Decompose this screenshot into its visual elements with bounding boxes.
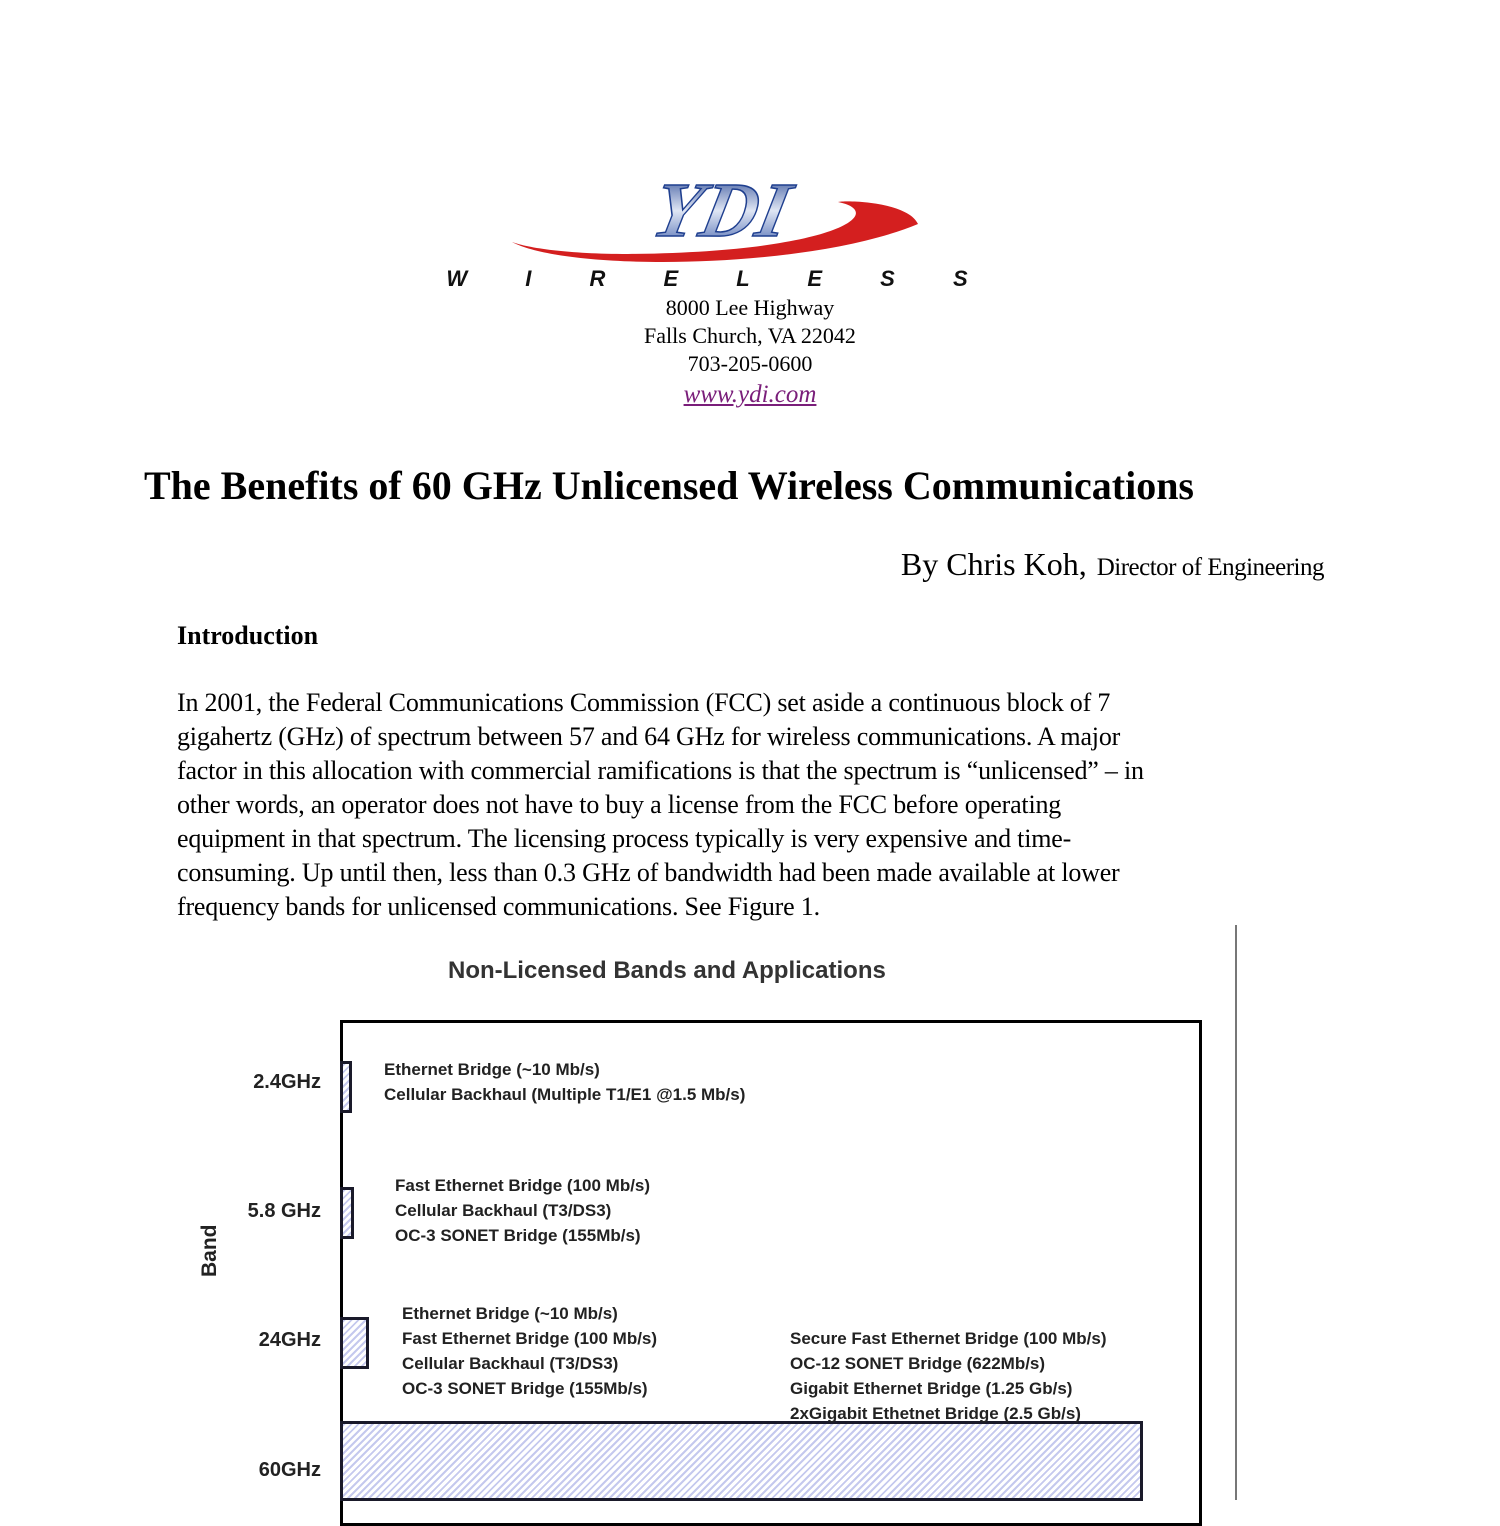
- application-item: OC-12 SONET Bridge (622Mb/s): [790, 1354, 1046, 1373]
- street-address: 8000 Lee Highway: [665, 295, 835, 320]
- application-item: Fast Ethernet Bridge (100 Mb/s): [402, 1329, 658, 1348]
- page-vertical-rule: [1235, 925, 1237, 1500]
- y-axis-label: Band: [198, 1224, 221, 1277]
- author-name: By Chris Koh,: [900, 546, 1087, 582]
- paragraph-line: equipment in that spectrum. The licensing process typically is very expensive and time-: [177, 824, 1072, 853]
- application-item: OC-3 SONET Bridge (155Mb/s): [402, 1379, 648, 1398]
- paragraph-line: gigahertz (GHz) of spectrum between 57 and 64 GHz for wireless communications. A major: [177, 722, 1121, 751]
- application-item: Secure Fast Ethernet Bridge (100 Mb/s): [790, 1329, 1107, 1348]
- y-tick-label: 60GHz: [258, 1459, 321, 1481]
- chart-title: Non-Licensed Bands and Applications: [448, 957, 886, 984]
- y-tick-label: 24GHz: [258, 1329, 321, 1351]
- application-item: Fast Ethernet Bridge (100 Mb/s): [395, 1176, 651, 1195]
- author-role: Director of Engineering: [1096, 554, 1324, 581]
- applications-24ghz: [402, 1301, 657, 1401]
- bar-2-4ghz: [340, 1061, 352, 1113]
- application-item: Ethernet Bridge (~10 Mb/s): [402, 1304, 618, 1323]
- address-block: [550, 294, 950, 412]
- application-item: OC-3 SONET Bridge (155Mb/s): [395, 1226, 641, 1245]
- introduction-paragraph: [177, 686, 1237, 924]
- paragraph-line: other words, an operator does not have to buy a license from the FCC before operating: [177, 790, 1062, 819]
- application-item: 2xGigabit Ethetnet Bridge (2.5 Gb/s): [790, 1404, 1081, 1423]
- logo-graphic: [446, 167, 994, 292]
- document-title: The Benefits of 60 GHz Unlicensed Wireless Communications: [144, 463, 1194, 508]
- phone-number: 703-205-0600: [687, 351, 813, 376]
- y-tick-label: 2.4GHz: [253, 1071, 321, 1093]
- paragraph-line: consuming. Up until then, less than 0.3 GHz of bandwidth had been made available at lower: [177, 858, 1120, 887]
- applications-60ghz: [790, 1326, 1106, 1426]
- y-tick-label: 5.8 GHz: [247, 1200, 321, 1222]
- paragraph-line: frequency bands for unlicensed communications. See Figure 1.: [177, 892, 820, 921]
- section-heading-introduction: Introduction: [177, 621, 319, 650]
- byline: [901, 546, 1324, 583]
- city-state-zip: Falls Church, VA 22042: [644, 323, 856, 348]
- application-item: Cellular Backhaul (T3/DS3): [402, 1354, 619, 1373]
- bar-24ghz: [340, 1317, 369, 1369]
- application-item: Ethernet Bridge (~10 Mb/s): [384, 1060, 600, 1079]
- logo-wordmark: YDI: [645, 167, 799, 254]
- ydi-wireless-logo: [446, 167, 994, 292]
- applications-2-4ghz: [384, 1057, 745, 1107]
- applications-5-8ghz: [395, 1173, 650, 1248]
- application-item: Cellular Backhaul (Multiple T1/E1 @1.5 Mb/s): [384, 1085, 746, 1104]
- application-item: Cellular Backhaul (T3/DS3): [395, 1201, 612, 1220]
- application-item: Gigabit Ethernet Bridge (1.25 Gb/s): [790, 1379, 1073, 1398]
- logo-subtitle: W I R E L E S S: [446, 266, 994, 291]
- paragraph-line: In 2001, the Federal Communications Commission (FCC) set aside a continuous block of 7: [177, 688, 1111, 717]
- bar-60ghz: [340, 1421, 1143, 1501]
- website-link[interactable]: www.ydi.com: [683, 381, 817, 408]
- figure-1-chart: [180, 935, 1230, 1500]
- bar-5-8ghz: [340, 1187, 354, 1239]
- paragraph-line: factor in this allocation with commercial ramifications is that the spectrum is “unlicensed” – in: [177, 756, 1144, 785]
